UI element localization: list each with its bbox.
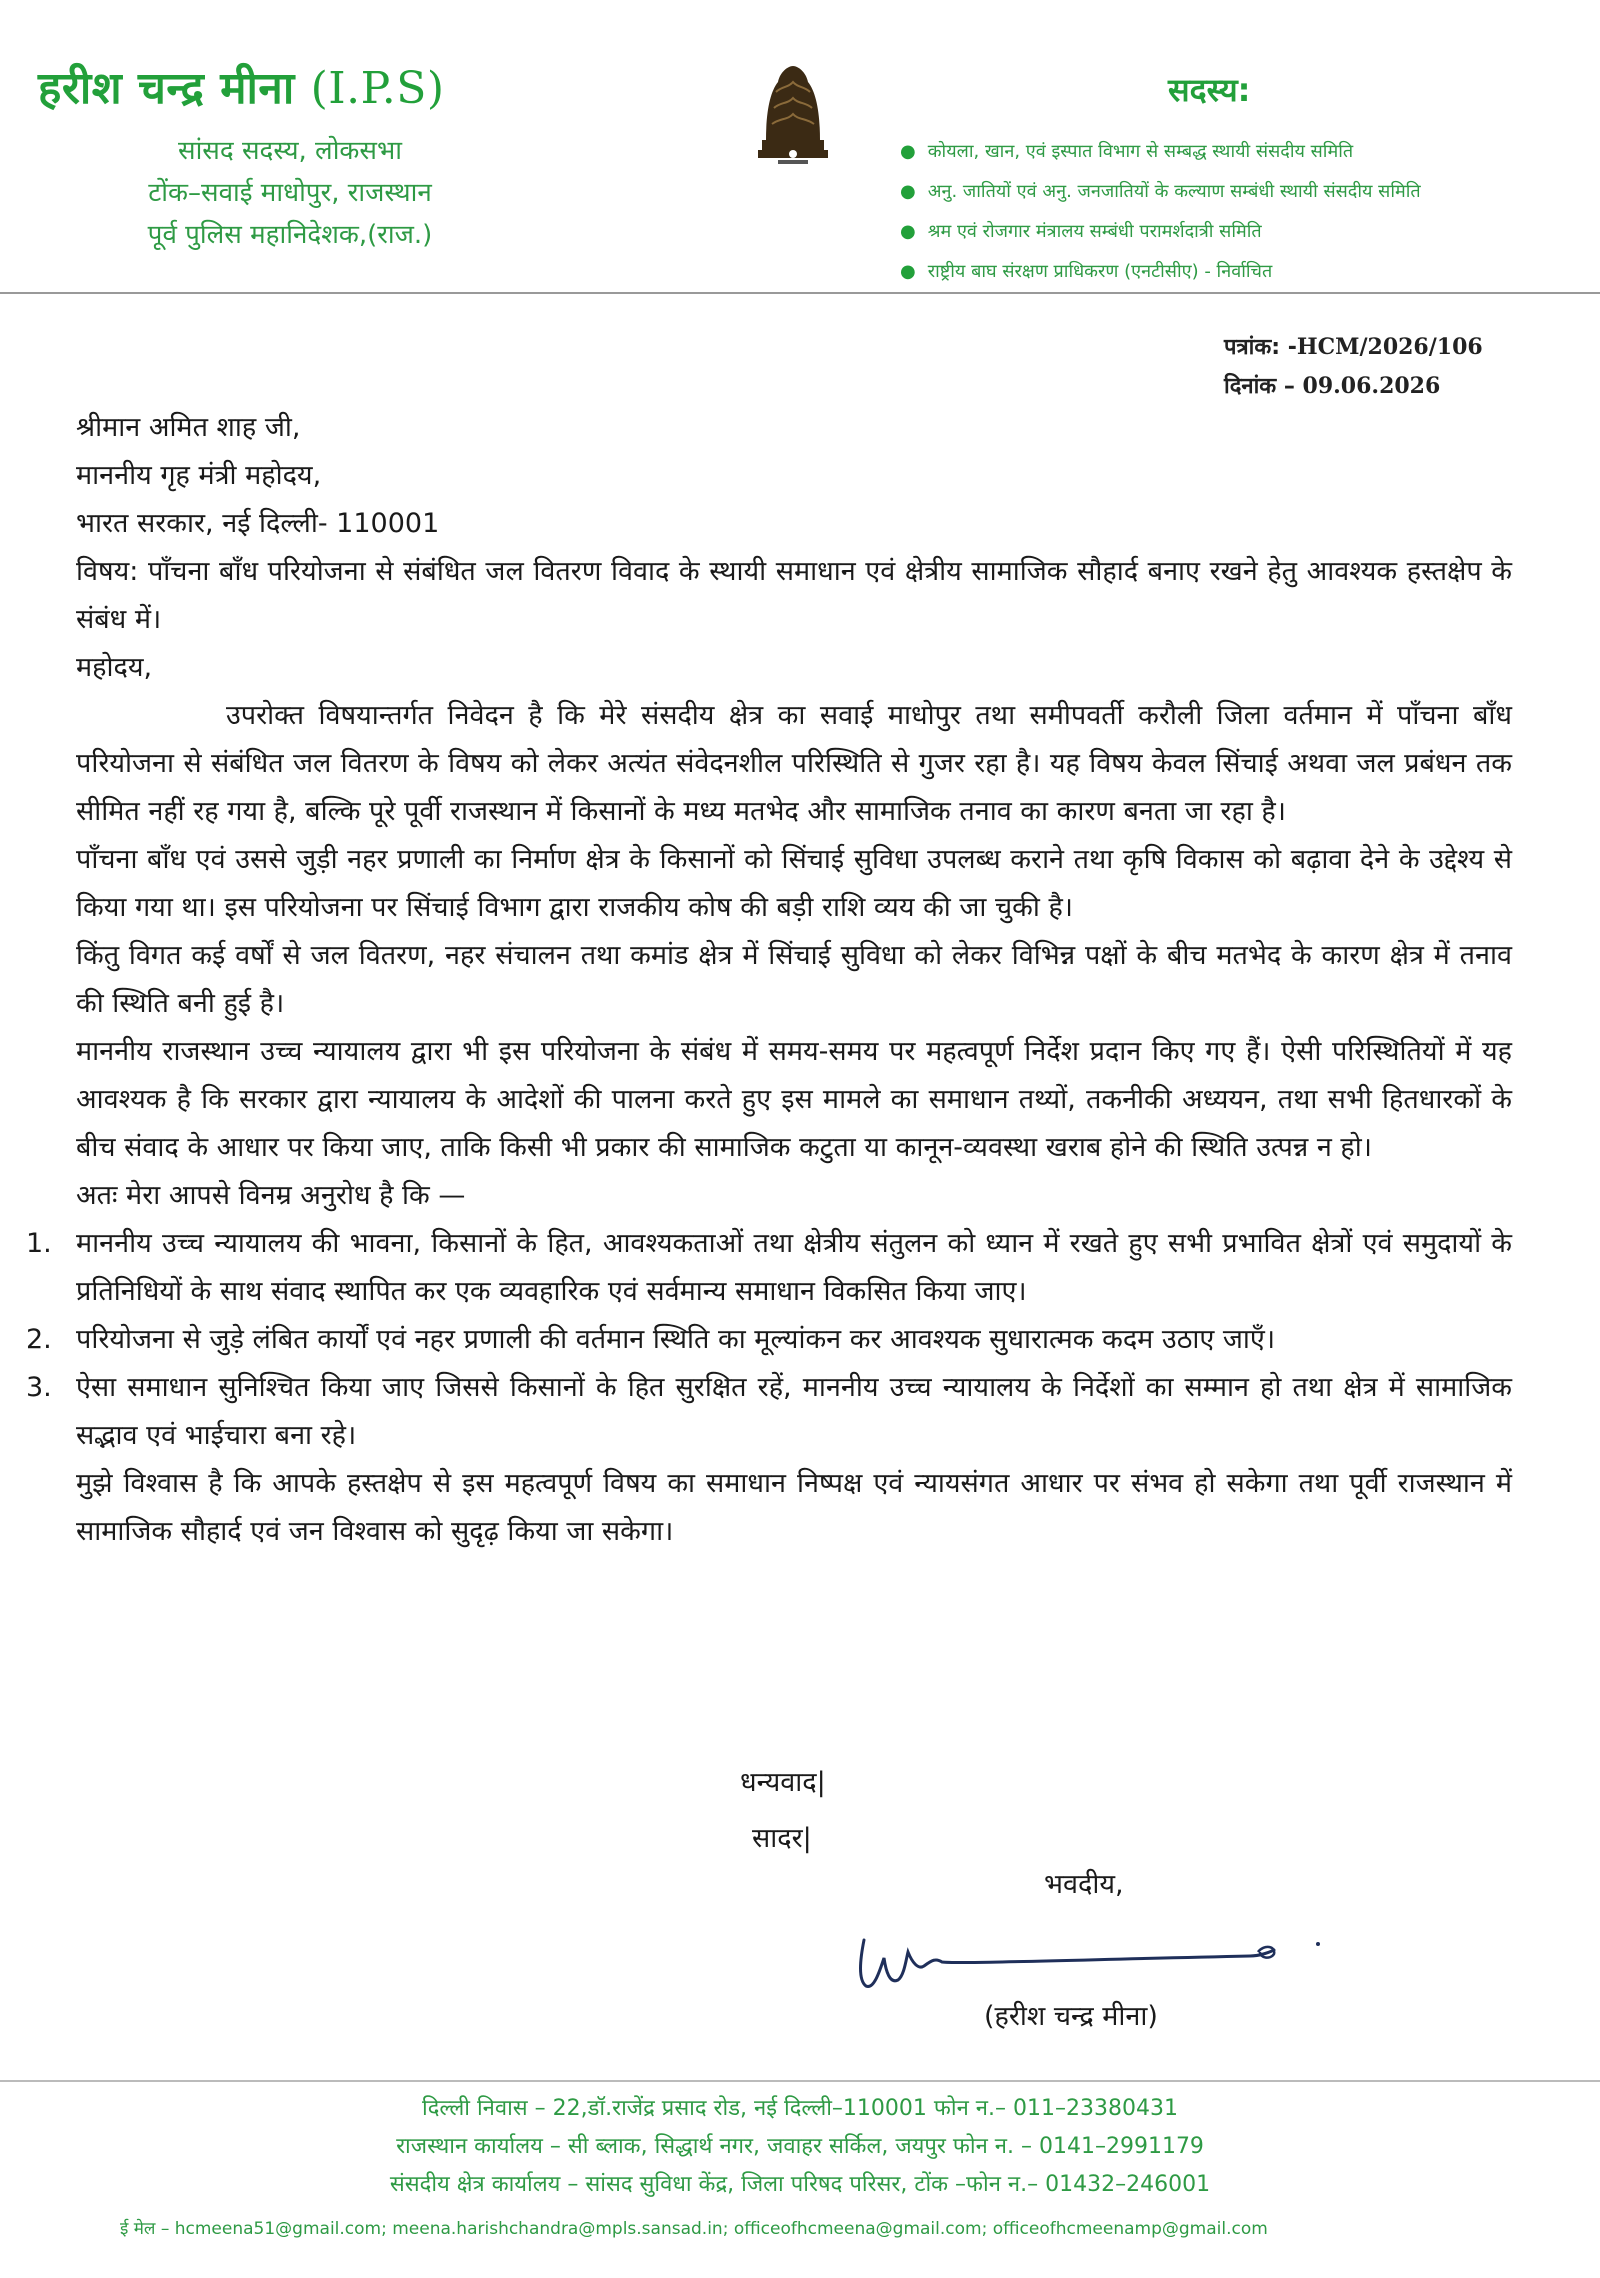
- committee-item: [900, 212, 1580, 252]
- committee-text: राष्ट्रीय बाघ संरक्षण प्राधिकरण (एनटीसीए) - निर्वाचित: [927, 261, 1273, 282]
- footer-address-tonk: संसदीय क्षेत्र कार्यालय – सांसद सुविधा केंद्र, जिला परिषद परिसर, टोंक –फोन न.– 01432–246001: [389, 2172, 1211, 2197]
- footer-divider: [0, 2080, 1600, 2082]
- paragraph: पाँचना बाँध एवं उससे जुड़ी नहर प्रणाली का निर्माण क्षेत्र के किसानों को सिंचाई सुविधा उपलब्ध कराने तथा कृषि विकास को बढ़ावा देने के उद्देश्य से किया गया था। इस परियोजना पर सिंचाई विभाग द्वारा राजकीय कोष की बड़ी राशि व्यय की जा चुकी है।: [76, 844, 1512, 923]
- list-item: [26, 1316, 1512, 1364]
- members-title: सदस्य:: [1168, 71, 1251, 109]
- paragraph: किंतु विगत कई वर्षों से जल वितरण, नहर संचालन तथा कमांड क्षेत्र में सिंचाई सुविधा को लेकर विभिन्न पक्षों के बीच मतभेद के कारण क्षेत्र में तनाव की स्थिति बनी हुई है।: [76, 940, 1512, 1019]
- paragraph: माननीय राजस्थान उच्च न्यायालय द्वारा भी इस परियोजना के संबंध में समय-समय पर महत्वपूर्ण निर्देश प्रदान किए गए हैं। ऐसी परिस्थितियों में यह आवश्यक है कि सरकार द्वारा न्यायालय के आदेशों की पालना करते हुए इस मामले का समाधान तथ्यों, तकनीकी अध्ययन, तथा सभी हितधारकों के बीच संवाद के आधार पर किया जाए, ताकि किसी भी प्रकार की सामाजिक कटुता या कानून-व्यवस्था खराब होने की स्थिति उत्पन्न न हो।: [76, 1036, 1512, 1163]
- header-divider: [0, 292, 1600, 294]
- list-number: 1.: [26, 1228, 52, 1259]
- list-number: 3.: [26, 1372, 52, 1403]
- date-label: दिनांक –: [1224, 374, 1295, 399]
- thanks-text: धन्यवाद|: [740, 1767, 826, 1798]
- sender-designations: [90, 130, 490, 256]
- designation-line: सांसद सदस्य, लोकसभा: [178, 136, 402, 166]
- request-intro: अतः मेरा आपसे विनम्र अनुरोध है कि —: [76, 1180, 466, 1211]
- committee-text: कोयला, खान, एवं इस्पात विभाग से सम्बद्ध स्थायी संसदीय समिति: [927, 141, 1354, 162]
- signature-icon: [850, 1900, 1330, 2010]
- list-text: परियोजना से जुड़े लंबित कार्यों एवं नहर प्रणाली की वर्तमान स्थिति का मूल्यांकन कर आवश्यक सुधारात्मक कदम उठाए जाएँ।: [76, 1324, 1276, 1355]
- reference-value: HCM/2026/106: [1296, 334, 1483, 360]
- designation-line: टोंक–सवाई माधोपुर, राजस्थान: [148, 178, 432, 208]
- reference-block: [1224, 328, 1483, 406]
- footer-email: ई मेल – hcmeena51@gmail.com; meena.harishchandra@mpls.sansad.in; officeofhcmeena@gmail.com; officeofhcmeenamp@gmail.com: [120, 2219, 1268, 2239]
- bullet-icon: ●: [900, 181, 916, 202]
- sender-name-text: हरीश चन्द्र मीना: [38, 63, 295, 114]
- yours-text: भवदीय,: [1044, 1869, 1124, 1900]
- list-item: [26, 1364, 1512, 1460]
- address-line: माननीय गृह मंत्री महोदय,: [76, 460, 322, 491]
- footer-address-jaipur: राजस्थान कार्यालय – सी ब्लाक, सिद्धार्थ नगर, जवाहर सर्किल, जयपुर फोन न. – 0141–2991179: [396, 2134, 1204, 2159]
- list-text: माननीय उच्च न्यायालय की भावना, किसानों के हित, आवश्यकताओं तथा क्षेत्रीय संतुलन को ध्यान में रखते हुए सभी प्रभावित क्षेत्रों एवं समुदायों के प्रतिनिधियों के साथ संवाद स्थापित कर एक व्यवहारिक एवं सर्वमान्य समाधान विकसित किया जाए।: [76, 1228, 1512, 1307]
- committee-text: श्रम एवं रोजगार मंत्रालय सम्बंधी परामर्शदात्री समिति: [927, 221, 1262, 242]
- committee-item: [900, 252, 1580, 292]
- bullet-icon: ●: [900, 261, 916, 282]
- designation-line: पूर्व पुलिस महानिदेशक,(राज.): [147, 220, 433, 250]
- letter-footer: [0, 2090, 1600, 2248]
- reference-label: पत्रांक: -: [1224, 335, 1297, 360]
- list-text: ऐसा समाधान सुनिश्चित किया जाए जिससे किसानों के हित सुरक्षित रहें, माननीय उच्च न्यायालय के निर्देशों का सम्मान हो तथा क्षेत्र में सामाजिक सद्भाव एवं भाईचारा बना रहे।: [76, 1372, 1512, 1451]
- letter-body: [26, 404, 1512, 1556]
- list-number: 2.: [26, 1324, 52, 1355]
- committee-item: [900, 172, 1580, 212]
- signatory-name: (हरीश चन्द्र मीना): [984, 2001, 1158, 2032]
- committee-list: [900, 132, 1580, 292]
- regards-text: सादर|: [752, 1823, 812, 1854]
- date-value: 09.06.2026: [1302, 373, 1441, 399]
- committee-item: [900, 132, 1580, 172]
- salutation: महोदय,: [76, 652, 153, 683]
- committee-text: अनु. जातियों एवं अनु. जनजातियों के कल्याण सम्बंधी स्थायी संसदीय समिति: [927, 181, 1421, 202]
- national-emblem-icon: [748, 52, 838, 172]
- address-line: भारत सरकार, नई दिल्ली- 110001: [76, 508, 440, 539]
- paragraph: उपरोक्त विषयान्तर्गत निवेदन है कि मेरे संसदीय क्षेत्र का सवाई माधोपुर तथा समीपवर्ती करौली जिला वर्तमान में पाँचना बाँध परियोजना से संबंधित जल वितरण के विषय को लेकर अत्यंत संवेदनशील परिस्थिति से गुजर रहा है। यह विषय केवल सिंचाई अथवा जल प्रबंधन तक सीमित नहीं रह गया है, बल्कि पूरे पूर्वी राजस्थान में किसानों के मध्य मतभेद और सामाजिक तनाव का कारण बनता जा रहा है।: [76, 700, 1512, 827]
- request-list: [26, 1220, 1512, 1460]
- sender-suffix: (I.P.S): [310, 63, 445, 114]
- bullet-icon: ●: [900, 141, 916, 162]
- letter-date: [1224, 367, 1483, 406]
- sender-name: [38, 56, 445, 116]
- final-paragraph: मुझे विश्वास है कि आपके हस्तक्षेप से इस महत्वपूर्ण विषय का समाधान निष्पक्ष एवं न्यायसंगत आधार पर संभव हो सकेगा तथा पूर्वी राजस्थान में सामाजिक सौहार्द एवं जन विश्वास को सुदृढ़ किया जा सकेगा।: [76, 1468, 1512, 1547]
- list-item: [26, 1220, 1512, 1316]
- address-line: श्रीमान अमित शाह जी,: [76, 412, 301, 443]
- reference-number: [1224, 328, 1483, 367]
- bullet-icon: ●: [900, 221, 916, 242]
- footer-address-delhi: दिल्ली निवास – 22,डॉ.राजेंद्र प्रसाद रोड, नई दिल्ली–110001 फोन न.– 011–23380431: [422, 2096, 1178, 2121]
- subject-line: विषय: पाँचना बाँध परियोजना से संबंधित जल वितरण विवाद के स्थायी समाधान एवं क्षेत्रीय सामाजिक सौहार्द बनाए रखने हेतु आवश्यक हस्तक्षेप के संबंध में।: [76, 556, 1512, 635]
